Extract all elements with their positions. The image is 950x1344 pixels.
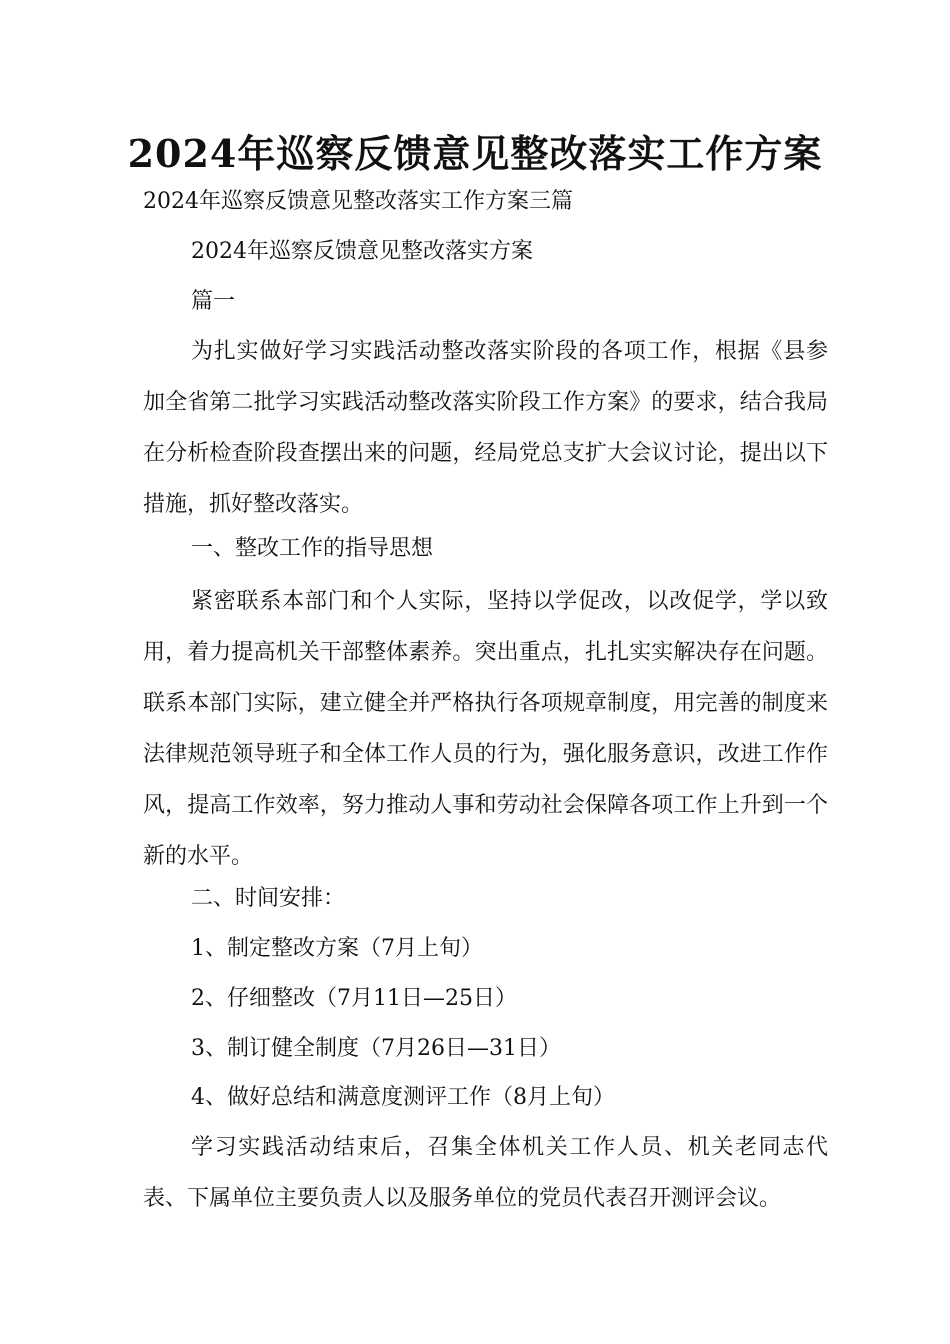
- schedule-item: 3、制订健全制度（7月26日—31日）: [191, 1036, 561, 1061]
- document-subtitle: 2024年巡察反馈意见整改落实工作方案三篇: [143, 189, 573, 214]
- guiding-paragraph: 紧密联系本部门和个人实际，坚持以学促改，以改促学，学以致用，着力提高机关干部整体素养。突出重点，扎扎实实解决存在问题。联系本部门实际，建立健全并严格执行各项规章制度，用完善的制度来法律规范领导班子和全体工作人员的行为，强化服务意识，改进工作作风，提高工作效率，努力推动人事和劳动社会保障各项工作上升到一个新的水平。: [143, 589, 828, 869]
- section-title: 2024年巡察反馈意见整改落实方案: [191, 239, 533, 264]
- schedule-item: 2、仔细整改（7月11日—25日）: [191, 986, 517, 1011]
- heading-guiding-principle: 一、整改工作的指导思想: [191, 536, 434, 561]
- closing-paragraph: 学习实践活动结束后，召集全体机关工作人员、机关老同志代表、下属单位主要负责人以及服务单位的党员代表召开测评会议。: [143, 1135, 828, 1211]
- schedule-item: 4、做好总结和满意度测评工作（8月上旬）: [191, 1085, 615, 1110]
- intro-paragraph: 为扎实做好学习实践活动整改落实阶段的各项工作，根据《县参加全省第二批学习实践活动整改落实阶段工作方案》的要求，结合我局在分析检查阶段查摆出来的问题，经局党总支扩大会议讨论，提出以下措施，抓好整改落实。: [143, 339, 828, 517]
- part-label: 篇一: [191, 289, 236, 314]
- document-title: 2024年巡察反馈意见整改落实工作方案: [127, 131, 823, 176]
- schedule-item: 1、制定整改方案（7月上旬）: [191, 936, 483, 961]
- heading-schedule: 二、时间安排：: [191, 886, 346, 911]
